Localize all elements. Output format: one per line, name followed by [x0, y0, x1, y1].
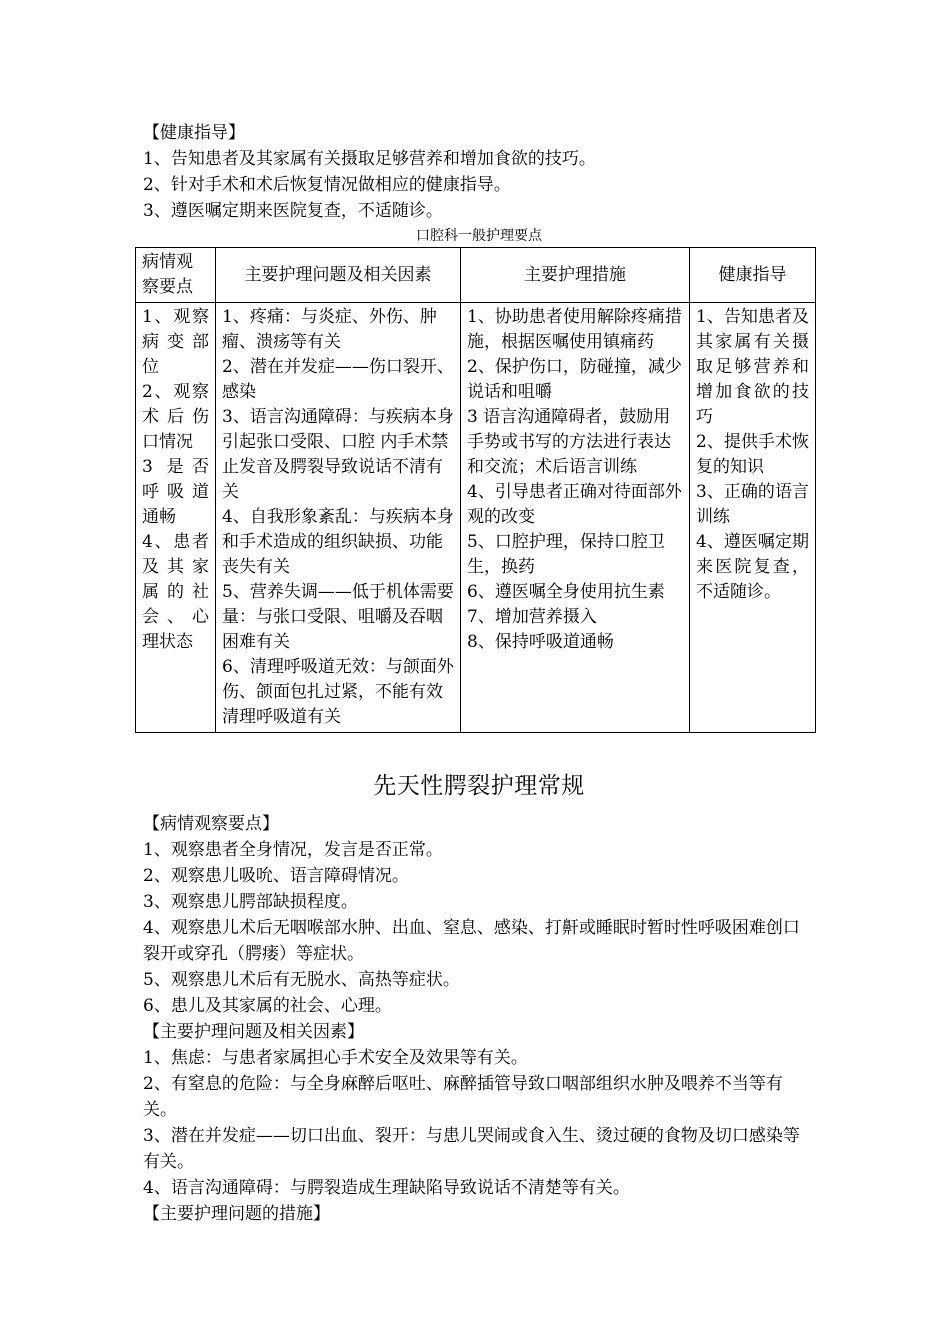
guidance-cell — [690, 303, 816, 733]
problem-item: 2、潜在并发症——伤口裂开、感染 — [222, 357, 454, 402]
observation-point: 3、观察患儿腭部缺损程度。 — [143, 892, 358, 912]
problem-item: 6、清理呼吸道无效：与颌面外伤、颌面包扎过紧，不能有效清理呼吸道有关 — [222, 657, 454, 727]
observation-item: 4、患者及其家属的社会、心理状态 — [142, 532, 209, 652]
problems-heading: 【主要护理问题及相关因素】 — [143, 1022, 364, 1042]
problem-item: 3、语言沟通障碍：与疾病本身引起张口受限、口腔 内手术禁止发音及腭裂导致说话不清有关 — [222, 407, 454, 502]
section-title: 先天性腭裂护理常规 — [373, 773, 585, 799]
problem-item: 4、自我形象紊乱：与疾病本身和手术造成的组织缺损、功能丧失有关 — [222, 507, 454, 577]
measures-heading: 【主要护理问题的措施】 — [143, 1204, 330, 1224]
problem-point: 3、潜在并发症——切口出血、裂开：与患儿哭闹或食入生、烫过硬的食物及切口感染等有关。 — [143, 1126, 800, 1172]
measures-cell — [461, 303, 690, 733]
measure-item: 4、引导患者正确对待面部外观的改变 — [467, 482, 682, 527]
problem-item: 1、疼痛：与炎症、外伤、肿瘤、溃疡等有关 — [222, 307, 437, 352]
problem-point: 2、有窒息的危险：与全身麻醉后呕吐、麻醉插管导致口咽部组织水肿及喂养不当等有关。 — [143, 1074, 783, 1120]
observation-point: 1、观察患者全身情况，发言是否正常。 — [143, 840, 443, 860]
health-guide-heading: 【健康指导】 — [143, 123, 245, 143]
guidance-item: 4、遵医嘱定期来医院复查，不适随诊。 — [696, 532, 809, 602]
problem-point: 4、语言沟通障碍：与腭裂造成生理缺陷导致说话不清楚等有关。 — [143, 1178, 630, 1198]
observation-point: 4、观察患儿术后无咽喉部水肿、出血、窒息、感染、打鼾或睡眠时暂时性呼吸困难创口裂开或穿孔（腭瘘）等症状。 — [143, 918, 800, 964]
nursing-table — [135, 247, 816, 733]
problem-item: 5、营养失调——低于机体需要量：与张口受限、咀嚼及吞咽困难有关 — [222, 582, 454, 652]
guidance-item: 3、正确的语言训练 — [696, 482, 809, 527]
measure-item: 3 语言沟通障碍者，鼓励用手势或书写的方法进行表达和交流；术后语言训练 — [467, 407, 671, 477]
guidance-item: 1、告知患者及其家属有关摄取足够营养和增加食欲的技巧 — [696, 307, 809, 427]
table-header-row — [136, 248, 816, 303]
measure-item: 5、口腔护理，保持口腔卫生，换药 — [467, 532, 665, 577]
table-caption: 口腔科一般护理要点 — [416, 228, 542, 244]
problems-cell — [216, 303, 461, 733]
measure-item: 7、增加营养摄入 — [467, 607, 597, 627]
header-problems: 主要护理问题及相关因素 — [216, 248, 461, 303]
measure-item: 1、协助患者使用解除疼痛措施，根据医嘱使用镇痛药 — [467, 307, 682, 352]
document-page — [143, 120, 815, 1227]
table-row — [136, 303, 816, 733]
measure-item: 2、保护伤口，防碰撞，减少说话和咀嚼 — [467, 357, 682, 402]
observation-cell — [136, 303, 216, 733]
observation-item: 3 是否呼吸道通畅 — [142, 457, 209, 527]
observation-point: 6、患儿及其家属的社会、心理。 — [143, 996, 392, 1016]
health-guide-item: 1、告知患者及其家属有关摄取足够营养和增加食欲的技巧。 — [143, 149, 596, 169]
observation-item: 2、观察术后伤口情况 — [142, 382, 209, 452]
measure-item: 6、遵医嘱全身使用抗生素 — [467, 582, 665, 602]
guidance-item: 2、提供手术恢复的知识 — [696, 432, 809, 477]
observation-point: 5、观察患儿术后有无脱水、高热等症状。 — [143, 970, 460, 990]
observation-point: 2、观察患儿吸吮、语言障碍情况。 — [143, 866, 409, 886]
health-guide-item: 2、针对手术和术后恢复情况做相应的健康指导。 — [143, 175, 511, 195]
header-guidance: 健康指导 — [690, 248, 816, 303]
health-guide-item: 3、遵医嘱定期来医院复查，不适随诊。 — [143, 201, 443, 221]
observation-heading: 【病情观察要点】 — [143, 814, 279, 834]
measure-item: 8、保持呼吸道通畅 — [467, 632, 614, 652]
header-observation: 病情观察要点 — [136, 248, 216, 303]
problem-point: 1、焦虑：与患者家属担心手术安全及效果等有关。 — [143, 1048, 528, 1068]
header-measures: 主要护理措施 — [461, 248, 690, 303]
observation-item: 1、观察病变部位 — [142, 307, 209, 377]
